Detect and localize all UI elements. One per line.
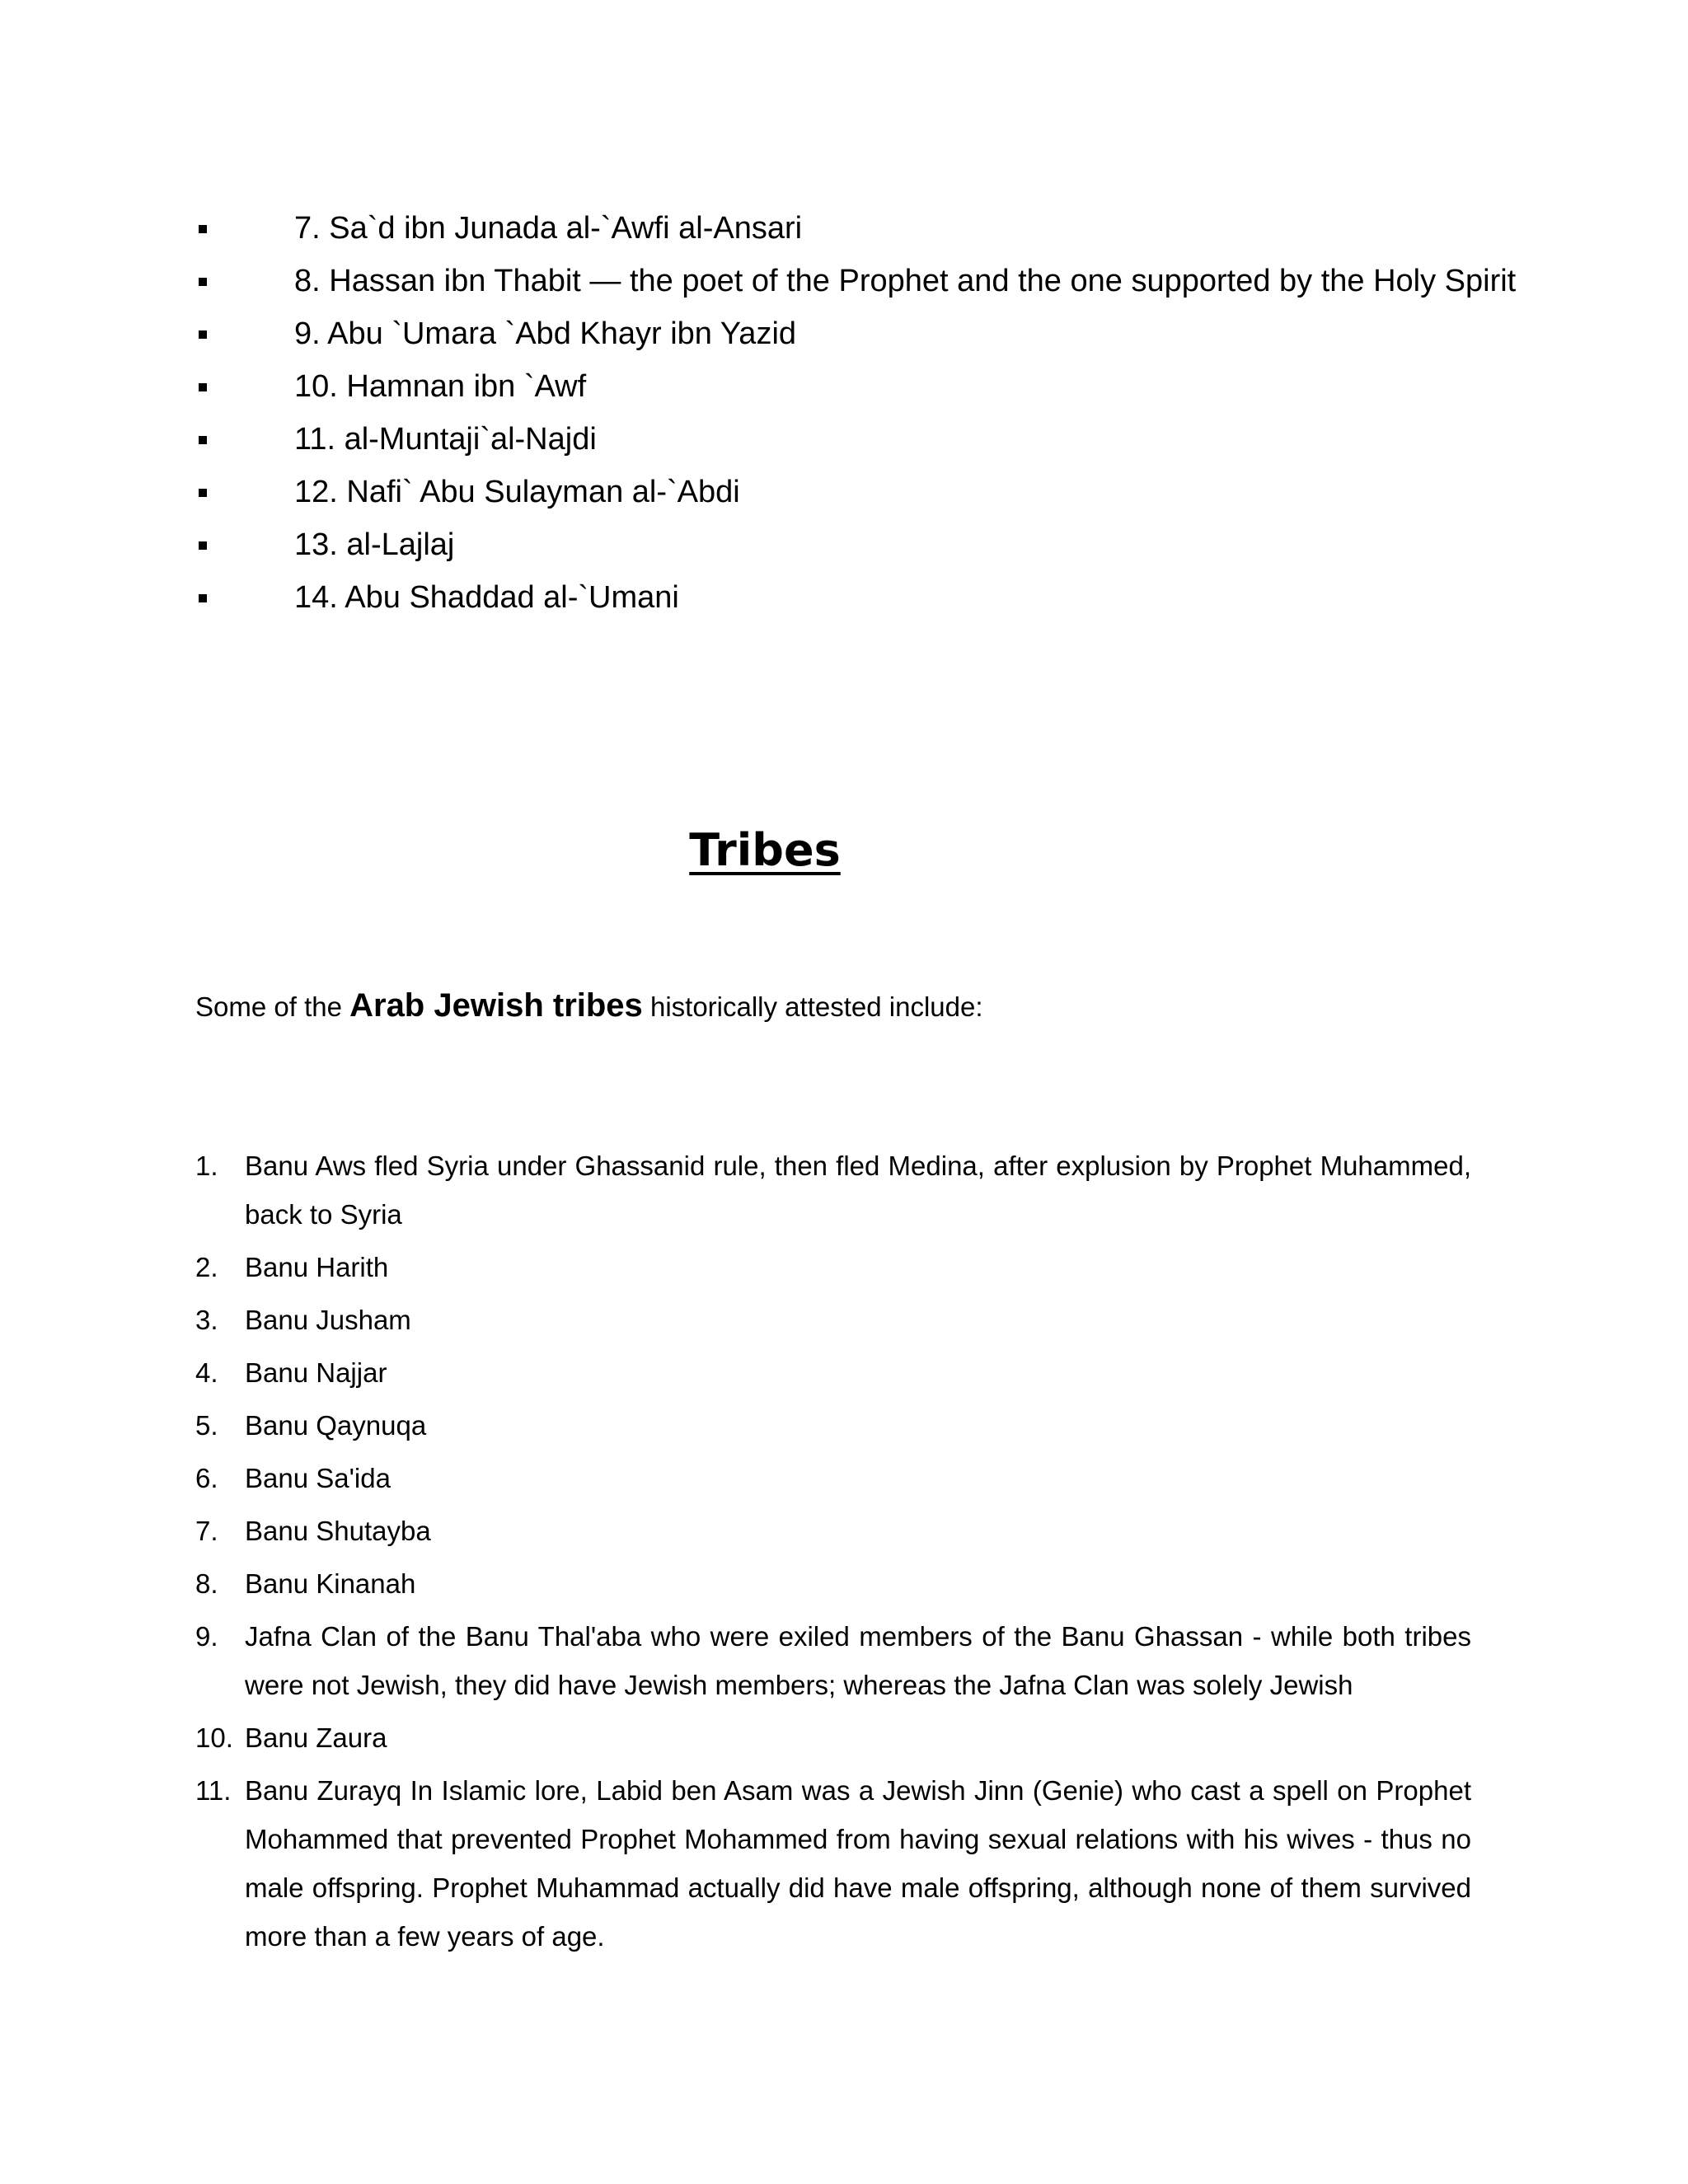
list-item-text: Banu Zurayq In Islamic lore, Labid ben Asam was a Jewish Jinn (Genie) who cast a spell on Prophet Mohammed that prevented Prophet Mohammed from having sexual relations with his wives - thus no male offspring. Prophet Muhammad actually did have male offspring, although none of them survived more than a few years of age. [245,1775,1471,1952]
list-item [195,1401,1471,1450]
tribes-numbered-list [195,1141,1471,1965]
list-item-text: 9. Abu `Umara `Abd Khayr ibn Yazid [294,316,797,351]
square-bullet-icon [199,225,207,233]
list-item-text: 8. Hassan ibn Thabit — the poet of the Prophet and the one supported by the Holy Spirit [294,264,1517,298]
list-item-text: Banu Shutayba [245,1516,431,1546]
intro-text-before: Some of the [195,991,350,1022]
list-item-text: Banu Qaynuqa [245,1410,427,1441]
list-item-number: 7. [195,1516,218,1546]
list-item-text: Banu Aws fled Syria under Ghassanid rule, then fled Medina, after explusion by Prophet Muhammed, back to Syria [245,1151,1471,1230]
intro-emphasis: Arab Jewish tribes [349,987,643,1024]
list-item-text: 7. Sa`d ibn Junada al-`Awfi al-Ansari [294,211,803,246]
list-item [195,1296,1471,1344]
list-item-number: 5. [195,1410,218,1441]
square-bullet-icon [199,278,207,286]
square-bullet-icon [199,594,207,602]
square-bullet-icon [199,330,207,339]
list-item-number: 9. [195,1621,218,1652]
list-item-number: 3. [195,1305,218,1335]
list-item [195,1454,1471,1502]
list-item-text: 12. Nafi` Abu Sulayman al-`Abdi [294,475,740,509]
list-item-number: 8. [195,1568,218,1599]
list-item [195,1713,1471,1762]
list-item-text: 13. al-Lajlaj [294,527,455,562]
square-bullet-icon [199,541,207,550]
list-item-number: 2. [195,1252,218,1282]
list-item [195,1612,1471,1709]
square-bullet-icon [199,436,207,444]
list-item-text: Banu Zaura [245,1722,387,1753]
list-item-number: 1. [195,1151,218,1181]
list-item-number: 6. [195,1463,218,1493]
list-item-text: Banu Harith [245,1252,389,1282]
list-item [195,1243,1471,1291]
list-item-text: Banu Jusham [245,1305,411,1335]
list-item [195,1559,1471,1608]
list-item [195,1507,1471,1555]
section-heading: Tribes [689,824,841,876]
list-item-text: Banu Najjar [245,1357,387,1388]
square-bullet-icon [199,383,207,391]
list-item-text: Banu Kinanah [245,1568,416,1599]
square-bullet-icon [199,489,207,497]
list-item [195,1348,1471,1397]
intro-text-after: historically attested include: [642,991,983,1022]
intro-paragraph [195,981,983,1032]
list-item-text: Jafna Clan of the Banu Thal'aba who were exiled members of the Banu Ghassan - while both tribes were not Jewish, they did have Jewish members; whereas the Jafna Clan was solely Jewish [245,1621,1471,1700]
list-item-text: 14. Abu Shaddad al-`Umani [294,580,679,615]
list-item [195,1141,1471,1239]
list-item-text: 10. Hamnan ibn `Awf [294,369,587,404]
list-item-number: 10. [195,1722,233,1753]
list-item-number: 4. [195,1357,218,1388]
list-item-number: 11. [195,1775,232,1806]
list-item [195,1766,1471,1961]
list-item-text: Banu Sa'ida [245,1463,391,1493]
list-item-text: 11. al-Muntaji`al-Najdi [294,422,597,457]
